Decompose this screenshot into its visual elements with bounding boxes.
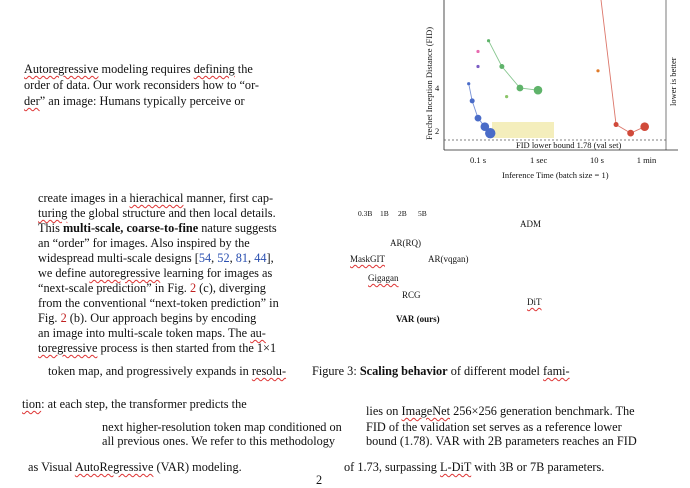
x-axis-label: Inference Time (batch size = 1)	[502, 170, 609, 180]
label-dit: DiT	[527, 297, 542, 307]
paragraph2-line5: widespread multi-scale designs [54, 52, 81, 44],	[38, 251, 274, 265]
size-legend-5b: 5B	[418, 209, 427, 218]
paragraph3-line5: as Visual AutoRegressive (VAR) modeling.	[28, 460, 242, 474]
y-tick-label: 2	[435, 126, 440, 136]
size-legend-0.3b: 0.3B	[358, 209, 373, 218]
paragraph2-line6: we define autoregressive learning for images as	[38, 266, 273, 280]
data-point	[517, 85, 524, 92]
citation-link[interactable]: 52	[217, 251, 230, 265]
data-point	[487, 39, 490, 42]
paragraph3-line3: next higher-resolution token map conditioned on	[102, 420, 342, 434]
paragraph2-line10: an image into multi-scale token maps. The au-	[38, 326, 266, 340]
data-point	[505, 95, 508, 98]
paragraph3-line2: tion: at each step, the transformer predicts the	[22, 397, 247, 411]
data-point	[476, 65, 479, 68]
label-maskgit: MaskGIT	[350, 254, 385, 264]
paragraph2-line9: Fig. 2 (b). Our approach begins by encoding	[38, 311, 257, 325]
paragraph3-line4: all previous ones. We refer to this methodology	[102, 434, 336, 448]
paragraph2-line8: from the conventional “next-token prediction” in	[38, 296, 279, 310]
size-legend-1b: 1B	[380, 209, 389, 218]
citation-link[interactable]: 54	[198, 251, 212, 265]
data-point	[470, 98, 475, 103]
data-point	[640, 122, 649, 131]
figure-caption-line2: lies on ImageNet 256×256 generation benchmark. The	[366, 404, 635, 418]
paragraph2-line11: toregressive process is then started from the 1×1	[38, 341, 277, 355]
paragraph2-line3: This multi-scale, coarse-to-fine nature suggests	[38, 221, 277, 235]
data-point	[485, 128, 495, 138]
paragraph3-line1: token map, and progressively expands in resolu-	[48, 364, 287, 378]
side-label: lower is better	[668, 57, 678, 106]
data-point	[596, 69, 599, 72]
data-point	[475, 115, 482, 122]
x-tick-label: 1 sec	[530, 155, 548, 165]
data-point	[534, 86, 543, 95]
citation-link[interactable]: 44	[254, 251, 267, 265]
x-tick-label: 0.1 s	[470, 155, 487, 165]
figure-caption-line1: Figure 3: Scaling behavior of different model fami-	[312, 364, 570, 378]
figure-caption-line5: of 1.73, surpassing L-DiT with 3B or 7B parameters.	[344, 460, 605, 474]
data-point	[614, 122, 619, 127]
x-tick-label: 1 min	[636, 155, 657, 165]
fid-scaling-chart	[420, 0, 682, 186]
y-tick-label: 4	[435, 83, 440, 93]
figure-link[interactable]: 2	[189, 281, 197, 295]
data-point	[467, 82, 470, 85]
paragraph1-line2: order of data. Our work reconsiders how to “or-	[24, 78, 260, 92]
highlight-region	[492, 122, 554, 138]
label-ar-vqgan: AR(vqgan)	[428, 254, 469, 264]
figure-link[interactable]: 2	[60, 311, 67, 325]
data-point	[499, 64, 504, 69]
figure-caption-line3: FID of the validation set serves as a reference lower	[366, 420, 622, 434]
figure-caption-line4: bound (1.78). VAR with 2B parameters reaches an FID	[366, 434, 637, 448]
paragraph1-line1: Autoregressive modeling requires defining the	[24, 62, 253, 76]
x-tick-label: 10 s	[590, 155, 604, 165]
size-legend-2b: 2B	[398, 209, 407, 218]
label-var-ours: VAR (ours)	[396, 314, 440, 324]
label-adm: ADM	[520, 219, 542, 229]
data-point	[476, 50, 479, 53]
paragraph2-line2: turing the global structure and then local details.	[38, 206, 276, 220]
y-axis-label: Frechet Inception Distance (FID)	[424, 26, 434, 140]
citation-link[interactable]: 81	[235, 251, 249, 265]
series-line	[489, 41, 538, 90]
paragraph2-line4: an “order” for images. Also inspired by the	[38, 236, 250, 250]
label-gigagan: Gigagan	[368, 273, 399, 283]
lower-bound-label: FID lower bound 1.78 (val set)	[516, 140, 622, 150]
data-point	[627, 130, 634, 137]
page-number: 2	[316, 473, 323, 487]
paragraph1-line3: der” an image: Humans typically perceive or	[24, 94, 245, 108]
label-ar-rq: AR(RQ)	[390, 238, 421, 248]
series-line	[592, 0, 645, 133]
label-rcg: RCG	[402, 290, 421, 300]
paragraph2-line7: “next-scale prediction” in Fig. 2 (c), diverging	[38, 281, 266, 295]
paragraph2-line1: create images in a hierachical manner, first cap-	[38, 191, 274, 205]
